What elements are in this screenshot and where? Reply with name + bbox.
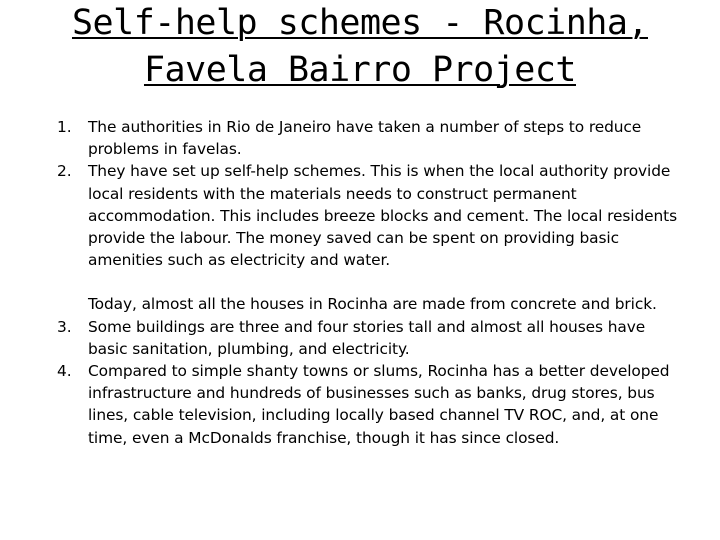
list-item-2: [57, 160, 687, 315]
list-number: 2.: [57, 162, 72, 181]
list-item-1: [57, 116, 687, 160]
page-title: [0, 0, 720, 94]
paragraph-gap: [88, 271, 687, 293]
list-item-text: The authorities in Rio de Janeiro have taken a number of steps to reduce problems in favelas.: [88, 118, 642, 159]
list-number: 1.: [57, 118, 72, 136]
list-item-text: They have set up self-help schemes. This is when the local authority provide local residents with the materials needs to construct permanent accommodation. This includes breeze blocks and cement. The local residents provide the labour. The money saved can be spent on providing basic amenities such as electricity and water.: [88, 162, 678, 270]
title-line-2: Favela Bairro Project: [143, 50, 576, 90]
list-number: 3.: [57, 317, 72, 336]
list-item-text: Some buildings are three and four stories tall and almost all houses have basic sanitation, plumbing, and electricity.: [88, 317, 646, 358]
list-number: 4.: [57, 362, 72, 381]
list-item-3: [57, 316, 687, 360]
numbered-list: [57, 116, 687, 449]
title-line-1: Self-help schemes - Rocinha,: [71, 3, 648, 43]
list-item-4: [57, 360, 687, 449]
list-item-continuation: Today, almost all the houses in Rocinha are made from concrete and brick.: [88, 295, 657, 314]
list-item-text: Compared to simple shanty towns or slums, Rocinha has a better developed infrastructure and hundreds of businesses such as banks, drug stores, bus lines, cable television, including locally based channel TV ROC, and, at one time, even a McDonalds franchise, though it has since closed.: [88, 362, 670, 447]
